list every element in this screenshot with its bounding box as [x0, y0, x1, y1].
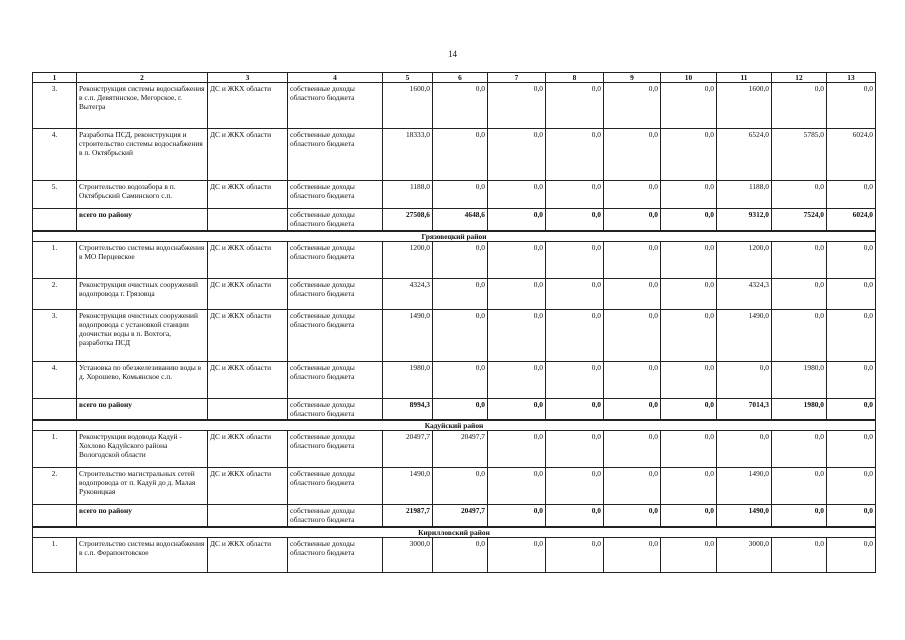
amount-cell: 0,0: [488, 278, 546, 309]
amount-cell: 1188,0: [717, 181, 772, 209]
amount-cell: 0,0: [604, 537, 661, 572]
funding-source: собственные доходы областного бюджета: [288, 537, 383, 572]
measure-name: Реконструкция водовода Кадуй - Хохлово Кадуйского района Вологодской области: [77, 431, 208, 468]
measure-name: всего по району: [77, 209, 208, 231]
amount-cell: 0,0: [827, 241, 876, 278]
funding-source: собственные доходы областного бюджета: [288, 129, 383, 181]
financing-table: [32, 72, 876, 573]
funding-source: собственные доходы областного бюджета: [288, 361, 383, 398]
measure-name: Реконструкция системы водоснабжения в с.п. Девятинское, Мегорское, г. Вытегра: [77, 83, 208, 129]
amount-cell: 0,0: [661, 241, 717, 278]
executor: ДС и ЖКХ области: [208, 537, 288, 572]
executor: ДС и ЖКХ области: [208, 129, 288, 181]
amount-cell: 0,0: [546, 361, 604, 398]
amount-cell: 0,0: [546, 431, 604, 468]
district-title: Кирилловский район: [33, 527, 876, 538]
amount-cell: 1490,0: [717, 505, 772, 527]
measure-name: Строительство системы водоснабжения в МО Перцевское: [77, 241, 208, 278]
amount-cell: 1490,0: [717, 468, 772, 505]
amount-cell: 0,0: [546, 209, 604, 231]
row-number: 1.: [33, 537, 77, 572]
amount-cell: 20497,7: [433, 431, 488, 468]
amount-cell: 0,0: [433, 181, 488, 209]
amount-cell: 0,0: [717, 361, 772, 398]
amount-cell: 0,0: [827, 505, 876, 527]
amount-cell: 3000,0: [717, 537, 772, 572]
table-row: [33, 468, 876, 505]
column-number-cell: 2: [77, 73, 208, 83]
amount-cell: 0,0: [661, 468, 717, 505]
executor: [208, 398, 288, 420]
amount-cell: 0,0: [661, 361, 717, 398]
row-number: 5.: [33, 181, 77, 209]
measure-name: Разработка ПСД, реконструкция и строительство системы водоснабжения в п. Октябрьский: [77, 129, 208, 181]
amount-cell: 0,0: [546, 241, 604, 278]
amount-cell: 0,0: [661, 209, 717, 231]
amount-cell: 1490,0: [383, 468, 433, 505]
executor: [208, 505, 288, 527]
amount-cell: 0,0: [661, 181, 717, 209]
table-row: [33, 129, 876, 181]
amount-cell: 0,0: [488, 398, 546, 420]
executor: ДС и ЖКХ области: [208, 278, 288, 309]
executor: [208, 209, 288, 231]
amount-cell: 0,0: [433, 129, 488, 181]
executor: ДС и ЖКХ области: [208, 181, 288, 209]
amount-cell: 21987,7: [383, 505, 433, 527]
amount-cell: 0,0: [661, 278, 717, 309]
amount-cell: 0,0: [433, 241, 488, 278]
amount-cell: 5785,0: [772, 129, 827, 181]
executor: ДС и ЖКХ области: [208, 468, 288, 505]
amount-cell: 4324,3: [383, 278, 433, 309]
amount-cell: 0,0: [604, 505, 661, 527]
amount-cell: 0,0: [546, 83, 604, 129]
amount-cell: 0,0: [546, 537, 604, 572]
amount-cell: 0,0: [827, 431, 876, 468]
measure-name: Строительство водозабора в п. Октябрьский Саминского с.п.: [77, 181, 208, 209]
amount-cell: 0,0: [433, 309, 488, 361]
table-row: [33, 241, 876, 278]
measure-name: всего по району: [77, 505, 208, 527]
amount-cell: 0,0: [488, 129, 546, 181]
table-row: [33, 83, 876, 129]
column-number-cell: 6: [433, 73, 488, 83]
page-number: 14: [448, 49, 457, 59]
funding-source: собственные доходы областного бюджета: [288, 209, 383, 231]
funding-source: собственные доходы областного бюджета: [288, 309, 383, 361]
amount-cell: 0,0: [546, 181, 604, 209]
amount-cell: 0,0: [488, 309, 546, 361]
amount-cell: 0,0: [604, 129, 661, 181]
amount-cell: 8994,3: [383, 398, 433, 420]
executor: ДС и ЖКХ области: [208, 241, 288, 278]
amount-cell: 0,0: [661, 309, 717, 361]
amount-cell: 0,0: [604, 241, 661, 278]
amount-cell: 0,0: [661, 537, 717, 572]
district-title: Кадуйский район: [33, 420, 876, 431]
amount-cell: 3000,0: [383, 537, 433, 572]
row-number: [33, 209, 77, 231]
amount-cell: 0,0: [488, 209, 546, 231]
amount-cell: 0,0: [717, 431, 772, 468]
amount-cell: 0,0: [488, 505, 546, 527]
amount-cell: 0,0: [433, 468, 488, 505]
measure-name: всего по району: [77, 398, 208, 420]
executor: ДС и ЖКХ области: [208, 431, 288, 468]
row-number: 2.: [33, 278, 77, 309]
amount-cell: 0,0: [546, 129, 604, 181]
measure-name: Реконструкция очистных сооружений водопровода г. Грязовца: [77, 278, 208, 309]
measure-name: Установка по обезжелезиванию воды в д. Хорошево, Комьянское с.п.: [77, 361, 208, 398]
measure-name: Строительство магистральных сетей водопровода от п. Кадуй до д. Малая Руковицкая: [77, 468, 208, 505]
amount-cell: 0,0: [546, 278, 604, 309]
amount-cell: 0,0: [433, 361, 488, 398]
amount-cell: 0,0: [488, 537, 546, 572]
district-title: Грязовецкий район: [33, 231, 876, 242]
amount-cell: 20497,7: [383, 431, 433, 468]
executor: ДС и ЖКХ области: [208, 83, 288, 129]
amount-cell: 0,0: [772, 278, 827, 309]
column-number-cell: 10: [661, 73, 717, 83]
amount-cell: 1600,0: [383, 83, 433, 129]
measure-name: Строительство системы водоснабжения в с.п. Ферапонтовское: [77, 537, 208, 572]
column-number-cell: 5: [383, 73, 433, 83]
row-number: 1.: [33, 431, 77, 468]
amount-cell: 6024,0: [827, 209, 876, 231]
table-row: [33, 278, 876, 309]
amount-cell: 4648,6: [433, 209, 488, 231]
column-number-cell: 1: [33, 73, 77, 83]
amount-cell: 0,0: [488, 361, 546, 398]
amount-cell: 1490,0: [383, 309, 433, 361]
funding-source: собственные доходы областного бюджета: [288, 505, 383, 527]
district-total-row: [33, 398, 876, 420]
amount-cell: 0,0: [604, 309, 661, 361]
amount-cell: 0,0: [772, 309, 827, 361]
column-number-cell: 9: [604, 73, 661, 83]
amount-cell: 27508,6: [383, 209, 433, 231]
row-number: 2.: [33, 468, 77, 505]
amount-cell: 0,0: [604, 361, 661, 398]
row-number: 3.: [33, 309, 77, 361]
amount-cell: 0,0: [772, 468, 827, 505]
amount-cell: 0,0: [604, 209, 661, 231]
column-number-cell: 11: [717, 73, 772, 83]
district-section-row: [33, 527, 876, 538]
amount-cell: 0,0: [433, 83, 488, 129]
amount-cell: 0,0: [546, 309, 604, 361]
amount-cell: 0,0: [433, 537, 488, 572]
amount-cell: 0,0: [604, 181, 661, 209]
table-row: [33, 537, 876, 572]
amount-cell: 0,0: [433, 278, 488, 309]
column-number-cell: 13: [827, 73, 876, 83]
header-row: [33, 73, 876, 83]
amount-cell: 0,0: [827, 181, 876, 209]
amount-cell: 0,0: [488, 241, 546, 278]
amount-cell: 0,0: [661, 129, 717, 181]
column-number-cell: 12: [772, 73, 827, 83]
amount-cell: 0,0: [772, 181, 827, 209]
amount-cell: 0,0: [604, 468, 661, 505]
amount-cell: 0,0: [827, 537, 876, 572]
funding-source: собственные доходы областного бюджета: [288, 398, 383, 420]
column-number-cell: 8: [546, 73, 604, 83]
district-total-row: [33, 209, 876, 231]
row-number: [33, 398, 77, 420]
amount-cell: 0,0: [772, 241, 827, 278]
amount-cell: 0,0: [827, 468, 876, 505]
amount-cell: 0,0: [827, 83, 876, 129]
amount-cell: 0,0: [488, 431, 546, 468]
amount-cell: 7014,3: [717, 398, 772, 420]
amount-cell: 18333,0: [383, 129, 433, 181]
row-number: 4.: [33, 361, 77, 398]
amount-cell: 0,0: [827, 398, 876, 420]
row-number: 1.: [33, 241, 77, 278]
funding-source: собственные доходы областного бюджета: [288, 181, 383, 209]
amount-cell: 0,0: [772, 537, 827, 572]
amount-cell: 0,0: [827, 278, 876, 309]
amount-cell: 0,0: [604, 278, 661, 309]
district-section-row: [33, 231, 876, 242]
amount-cell: 0,0: [772, 431, 827, 468]
amount-cell: 0,0: [546, 398, 604, 420]
amount-cell: 20497,7: [433, 505, 488, 527]
amount-cell: 0,0: [772, 83, 827, 129]
amount-cell: 0,0: [772, 505, 827, 527]
funding-source: собственные доходы областного бюджета: [288, 468, 383, 505]
amount-cell: 6024,0: [827, 129, 876, 181]
amount-cell: 1490,0: [717, 309, 772, 361]
amount-cell: 0,0: [661, 398, 717, 420]
amount-cell: 0,0: [661, 83, 717, 129]
amount-cell: 6524,0: [717, 129, 772, 181]
amount-cell: 1980,0: [772, 398, 827, 420]
row-number: [33, 505, 77, 527]
row-number: 4.: [33, 129, 77, 181]
amount-cell: 1188,0: [383, 181, 433, 209]
funding-source: собственные доходы областного бюджета: [288, 278, 383, 309]
amount-cell: 0,0: [488, 181, 546, 209]
amount-cell: 1980,0: [383, 361, 433, 398]
column-number-cell: 3: [208, 73, 288, 83]
table-row: [33, 361, 876, 398]
table-row: [33, 431, 876, 468]
amount-cell: 0,0: [488, 83, 546, 129]
row-number: 3.: [33, 83, 77, 129]
executor: ДС и ЖКХ области: [208, 309, 288, 361]
district-section-row: [33, 420, 876, 431]
amount-cell: 0,0: [546, 468, 604, 505]
amount-cell: 0,0: [604, 83, 661, 129]
amount-cell: 0,0: [546, 505, 604, 527]
amount-cell: 4324,3: [717, 278, 772, 309]
amount-cell: 7524,0: [772, 209, 827, 231]
executor: ДС и ЖКХ области: [208, 361, 288, 398]
amount-cell: 1200,0: [717, 241, 772, 278]
amount-cell: 0,0: [827, 309, 876, 361]
amount-cell: 0,0: [604, 398, 661, 420]
amount-cell: 9312,0: [717, 209, 772, 231]
amount-cell: 1600,0: [717, 83, 772, 129]
funding-source: собственные доходы областного бюджета: [288, 241, 383, 278]
amount-cell: 0,0: [661, 505, 717, 527]
amount-cell: 1200,0: [383, 241, 433, 278]
amount-cell: 0,0: [604, 431, 661, 468]
amount-cell: 0,0: [488, 468, 546, 505]
table-body: [33, 73, 876, 573]
funding-source: собственные доходы областного бюджета: [288, 431, 383, 468]
amount-cell: 0,0: [827, 361, 876, 398]
table-row: [33, 309, 876, 361]
column-number-cell: 7: [488, 73, 546, 83]
amount-cell: 0,0: [433, 398, 488, 420]
column-number-cell: 4: [288, 73, 383, 83]
table-row: [33, 181, 876, 209]
district-total-row: [33, 505, 876, 527]
funding-source: собственные доходы областного бюджета: [288, 83, 383, 129]
amount-cell: 1980,0: [772, 361, 827, 398]
measure-name: Реконструкция очистных сооружений водопровода с установкой станции доочистки воды в п. Вохтога, разработка ПСД: [77, 309, 208, 361]
amount-cell: 0,0: [661, 431, 717, 468]
